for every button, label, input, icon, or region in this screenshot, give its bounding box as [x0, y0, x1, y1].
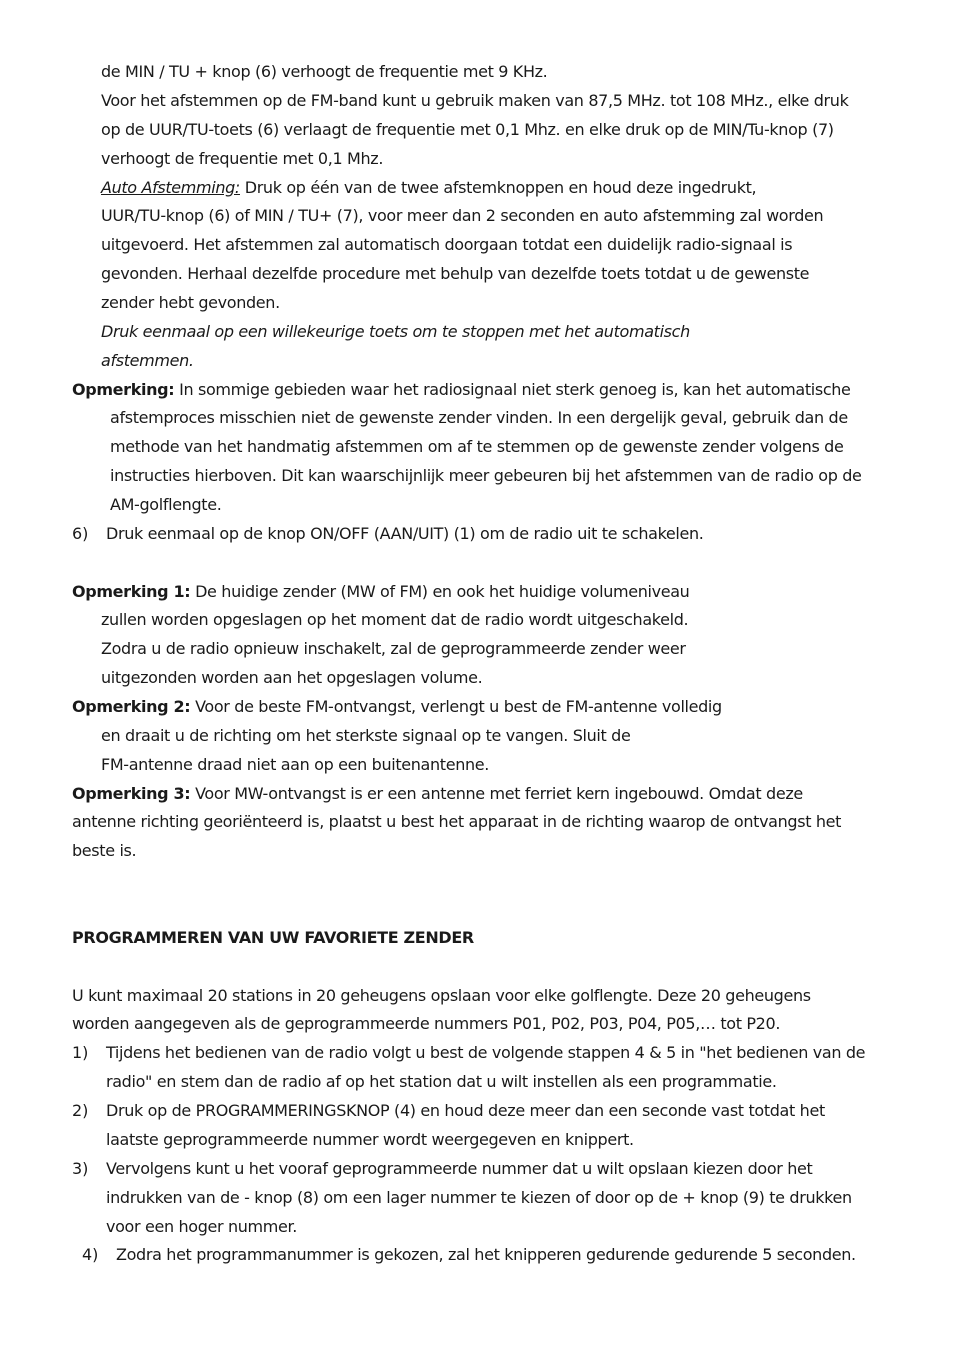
list-item: laatste geprogrammeerde nummer wordt weergegeven en knippert. [106, 1130, 634, 1149]
note-paragraph [72, 697, 722, 717]
note-label: Opmerking 1: [72, 582, 191, 601]
body-text: FM-antenne draad niet aan op een buitenantenne. [101, 755, 490, 774]
note-label: Opmerking 2: [72, 697, 191, 716]
body-text: In sommige gebieden waar het radiosignaal niet sterk genoeg is, kan het automatische [174, 380, 851, 399]
list-number: 1) [72, 1043, 89, 1062]
body-text: gevonden. Herhaal dezelfde procedure met behulp van dezelfde toets totdat u de gewenste [101, 264, 810, 283]
auto-tuning-paragraph [101, 178, 756, 198]
body-text: de MIN / TU + knop (6) verhoogt de frequentie met 9 KHz. [101, 62, 548, 81]
body-text: zullen worden opgeslagen op het moment dat de radio wordt uitgeschakeld. [101, 610, 689, 629]
list-number: 4) [82, 1245, 99, 1264]
list-number: 2) [72, 1101, 89, 1120]
auto-tuning-label: Auto Afstemming: [101, 178, 240, 197]
body-text: verhoogt de frequentie met 0,1 Mhz. [101, 149, 384, 168]
body-text: De huidige zender (MW of FM) en ook het huidige volumeniveau [190, 582, 690, 601]
body-text: afstemproces misschien niet de gewenste zender vinden. In een dergelijk geval, gebruik dan de [110, 408, 848, 427]
list-item: indrukken van de - knop (8) om een lager nummer te kiezen of door op de + knop (9) te drukken [106, 1188, 852, 1207]
list-item: Vervolgens kunt u het vooraf geprogrammeerde nummer dat u wilt opslaan kiezen door het [106, 1159, 813, 1178]
note-label: Opmerking 3: [72, 784, 191, 803]
list-number: 3) [72, 1159, 89, 1178]
body-text: AM-golflengte. [110, 495, 222, 514]
section-heading: PROGRAMMEREN VAN UW FAVORIETE ZENDER [72, 928, 474, 947]
body-text: worden aangegeven als de geprogrammeerde nummers P01, P02, P03, P04, P05,… tot P20. [72, 1014, 781, 1033]
body-text: uitgevoerd. Het afstemmen zal automatisch doorgaan totdat een duidelijk radio-signaal is [101, 235, 793, 254]
body-text: U kunt maximaal 20 stations in 20 geheugens opslaan voor elke golflengte. Deze 20 geheugens [72, 986, 811, 1005]
list-item: Tijdens het bedienen van de radio volgt u best de volgende stappen 4 & 5 in "het bedienen van de [106, 1043, 866, 1062]
body-text: Voor het afstemmen op de FM-band kunt u gebruik maken van 87,5 MHz. tot 108 MHz., elke druk [101, 91, 849, 110]
list-item: Druk op de PROGRAMMERINGSKNOP (4) en houd deze meer dan een seconde vast totdat het [106, 1101, 825, 1120]
note-paragraph [72, 784, 803, 804]
body-text: en draait u de richting om het sterkste signaal op te vangen. Sluit de [101, 726, 631, 745]
body-text: uitgezonden worden aan het opgeslagen volume. [101, 668, 483, 687]
note-paragraph [72, 582, 689, 602]
body-text: op de UUR/TU-toets (6) verlaagt de frequentie met 0,1 Mhz. en elke druk op de MIN/Tu-knop (7) [101, 120, 834, 139]
list-number: 6) [72, 524, 89, 543]
list-item: Zodra het programmanummer is gekozen, zal het knipperen gedurende gedurende 5 seconden. [116, 1245, 856, 1264]
body-text: Voor de beste FM-ontvangst, verlengt u best de FM-antenne volledig [190, 697, 722, 716]
body-text: beste is. [72, 841, 137, 860]
list-item: Druk eenmaal op de knop ON/OFF (AAN/UIT) (1) om de radio uit te schakelen. [106, 524, 704, 543]
list-item: voor een hoger nummer. [106, 1217, 298, 1236]
body-text: antenne richting georiënteerd is, plaatst u best het apparaat in de richting waarop de ontvangst het [72, 812, 842, 831]
body-text: Voor MW-ontvangst is er een antenne met ferriet kern ingebouwd. Omdat deze [190, 784, 803, 803]
body-text: Zodra u de radio opnieuw inschakelt, zal de geprogrammeerde zender weer [101, 639, 686, 658]
italic-instruction: Druk eenmaal op een willekeurige toets om te stoppen met het automatisch [101, 322, 690, 341]
note-label: Opmerking: [72, 380, 175, 399]
body-text: UUR/TU-knop (6) of MIN / TU+ (7), voor meer dan 2 seconden en auto afstemming zal worden [101, 206, 824, 225]
body-text: instructies hierboven. Dit kan waarschijnlijk meer gebeuren bij het afstemmen van de radio op de [110, 466, 862, 485]
body-text: Druk op één van de twee afstemknoppen en houd deze ingedrukt, [239, 178, 757, 197]
list-item: radio" en stem dan de radio af op het station dat u wilt instellen als een programmatie. [106, 1072, 777, 1091]
italic-instruction: afstemmen. [101, 351, 194, 370]
body-text: zender hebt gevonden. [101, 293, 280, 312]
note-paragraph [72, 380, 851, 400]
body-text: methode van het handmatig afstemmen om af te stemmen op de gewenste zender volgens de [110, 437, 844, 456]
